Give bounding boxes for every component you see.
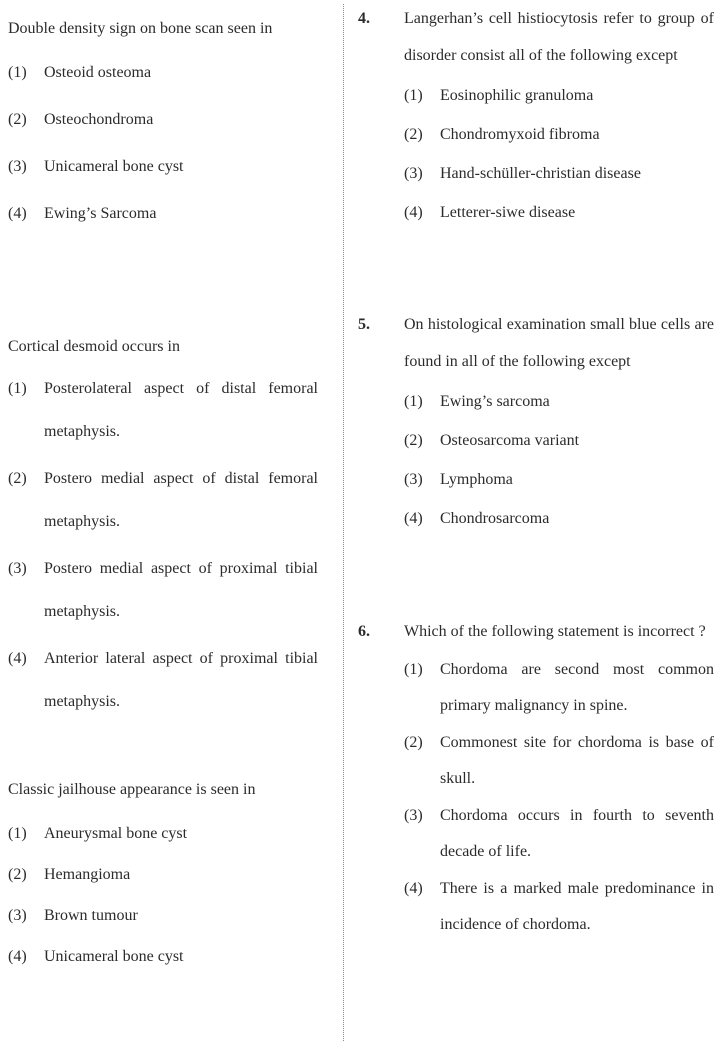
question-6-option-2[interactable]: (2) Commonest site for chordoma is base of skull. bbox=[404, 734, 714, 787]
question-6 bbox=[358, 613, 714, 943]
question-4-option-1[interactable]: (1) Eosinophilic granuloma bbox=[404, 87, 594, 104]
question-6-stem: Which of the following statement is incorrect ? bbox=[404, 623, 706, 640]
question-2-option-3[interactable]: (3) Postero medial aspect of proximal tibial metaphysis. bbox=[8, 560, 318, 620]
question-5-option-1[interactable]: (1) Ewing’s sarcoma bbox=[404, 393, 550, 410]
question-1 bbox=[8, 10, 318, 233]
question-3-stem: Classic jailhouse appearance is seen in bbox=[8, 781, 256, 798]
question-1-option-2[interactable]: (2) Osteochondroma bbox=[8, 111, 154, 128]
question-2-options bbox=[8, 367, 318, 723]
question-1-option-4[interactable]: (4) Ewing’s Sarcoma bbox=[8, 205, 157, 222]
question-5-options bbox=[358, 382, 714, 538]
question-6-option-4[interactable]: (4) There is a marked male predominance in incidence of chordoma. bbox=[404, 880, 714, 933]
question-6-number: 6. bbox=[358, 623, 370, 640]
question-5-option-4[interactable]: (4) Chondrosarcoma bbox=[404, 510, 550, 527]
question-1-options bbox=[8, 53, 318, 233]
question-4-option-2[interactable]: (2) Chondromyxoid fibroma bbox=[404, 126, 600, 143]
question-3-option-1[interactable]: (1) Aneurysmal bone cyst bbox=[8, 825, 188, 842]
question-4-number: 4. bbox=[358, 10, 370, 27]
question-4-option-3[interactable]: (3) Hand-schüller-christian disease bbox=[404, 165, 641, 182]
question-2-option-2[interactable]: (2) Postero medial aspect of distal femoral metaphysis. bbox=[8, 470, 318, 530]
question-2-stem: Cortical desmoid occurs in bbox=[8, 338, 180, 355]
column-divider bbox=[343, 4, 344, 1041]
question-6-options bbox=[358, 652, 714, 943]
question-4-options bbox=[358, 76, 714, 232]
question-1-stem: Double density sign on bone scan seen in bbox=[8, 20, 273, 37]
question-3-options bbox=[8, 814, 318, 976]
question-5-stem: On histological examination small blue cells are found in all of the following except bbox=[404, 316, 714, 370]
question-2-option-4[interactable]: (4) Anterior lateral aspect of proximal tibial metaphysis. bbox=[8, 650, 318, 710]
question-5-option-3[interactable]: (3) Lymphoma bbox=[404, 471, 513, 488]
question-4-option-4[interactable]: (4) Letterer-siwe disease bbox=[404, 204, 576, 221]
question-6-option-1[interactable]: (1) Chordoma are second most common primary malignancy in spine. bbox=[404, 661, 714, 714]
question-2-option-1[interactable]: (1) Posterolateral aspect of distal femoral metaphysis. bbox=[8, 380, 318, 440]
question-3-option-4[interactable]: (4) Unicameral bone cyst bbox=[8, 948, 184, 965]
question-5-number: 5. bbox=[358, 316, 370, 333]
question-1-option-3[interactable]: (3) Unicameral bone cyst bbox=[8, 158, 184, 175]
question-4-stem: Langerhan’s cell histiocytosis refer to group of disorder consist all of the following except bbox=[404, 10, 714, 64]
question-5 bbox=[358, 306, 714, 538]
question-6-option-3[interactable]: (3) Chordoma occurs in fourth to seventh decade of life. bbox=[404, 807, 714, 860]
question-3-option-3[interactable]: (3) Brown tumour bbox=[8, 907, 138, 924]
question-3 bbox=[8, 771, 318, 976]
question-4 bbox=[358, 0, 714, 232]
question-5-option-2[interactable]: (2) Osteosarcoma variant bbox=[404, 432, 580, 449]
question-2 bbox=[8, 328, 318, 723]
question-3-option-2[interactable]: (2) Hemangioma bbox=[8, 866, 131, 883]
question-1-option-1[interactable]: (1) Osteoid osteoma bbox=[8, 64, 152, 81]
